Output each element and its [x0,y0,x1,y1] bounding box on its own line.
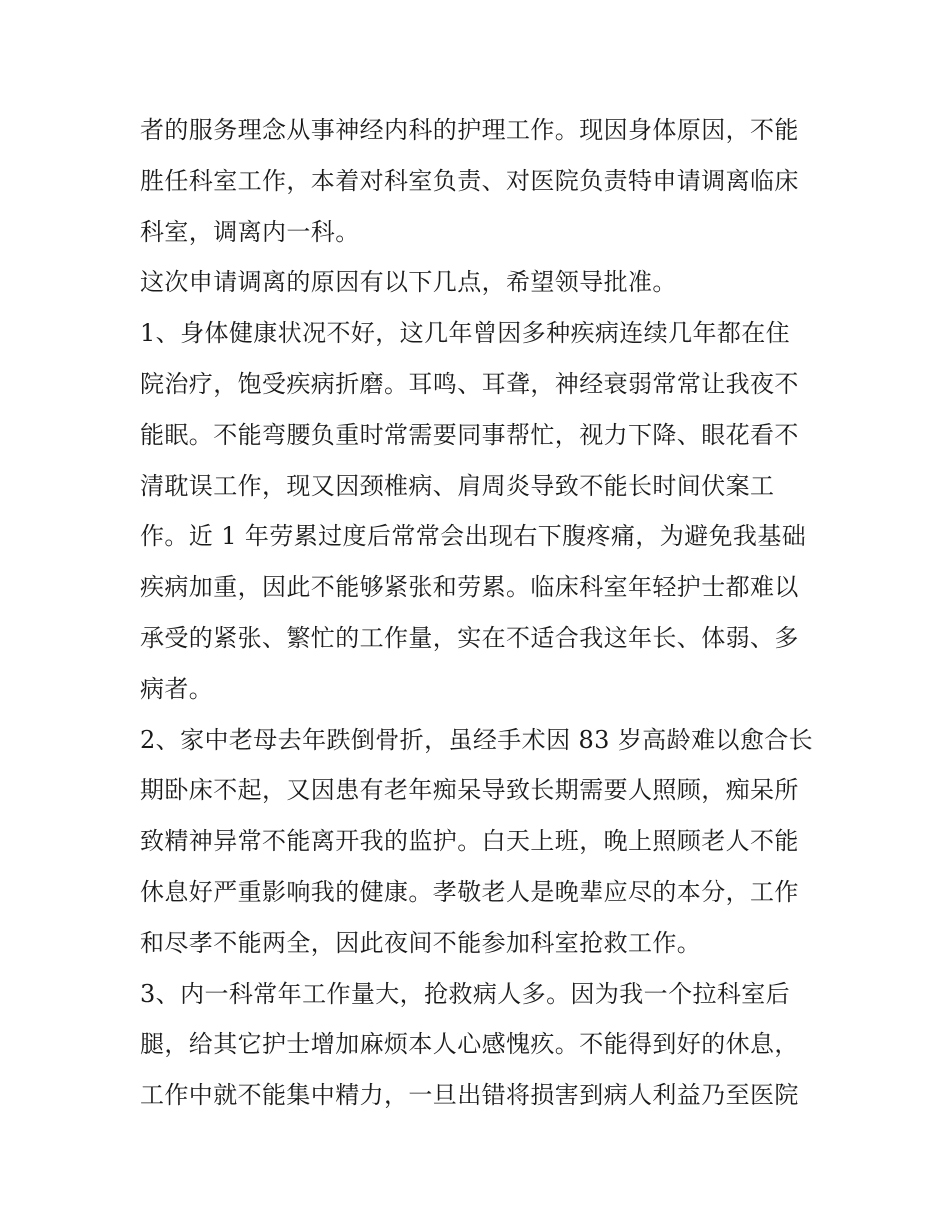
text-line: 致精神异常不能离开我的监护。白天上班，晚上照顾老人不能 [140,827,799,856]
text-line: 和尽孝不能两全，因此夜间不能参加科室抢救工作。 [140,928,702,957]
text-line: 休息好严重影响我的健康。孝敬老人是晚辈应尽的本分，工作 [140,877,799,906]
text-line: 疾病加重，因此不能够紧张和劳累。临床科室年轻护士都难以 [140,573,799,602]
text-line: 1、身体健康状况不好，这几年曾因多种疾病连续几年都在住 [140,319,791,348]
text-line: 2、家中老母去年跌倒骨折，虽经手术因 83 岁高龄难以愈合长 [140,725,814,754]
text-line: 院治疗，饱受疾病折磨。耳鸣、耳聋，神经衰弱常常让我夜不 [140,369,799,398]
document-body [140,105,815,1121]
text-line: 3、内一科常年工作量大，抢救病人多。因为我一个拉科室后 [140,979,791,1008]
text-line: 这次申请调离的原因有以下几点，希望领导批准。 [140,268,677,297]
text-line: 者的服务理念从事神经内科的护理工作。现因身体原因，不能 [140,116,799,144]
text-line: 期卧床不起，又因患有老年痴呆导致长期需要人照顾，痴呆所 [140,776,799,805]
text-line: 胜任科室工作，本着对科室负责、对医院负责特申请调离临床 [140,166,799,195]
text-line: 科室，调离内一科。 [140,217,360,246]
text-line: 清耽误工作，现又因颈椎病、肩周炎导致不能长时间伏案工 [140,471,775,500]
text-line: 工作中就不能集中精力，一旦出错将损害到病人利益乃至医院 [140,1081,799,1110]
text-line: 病者。 [140,674,214,703]
text-line: 腿，给其它护士增加麻烦本人心感愧疚。不能得到好的休息， [140,1030,799,1059]
text-line: 能眠。不能弯腰负重时常需要同事帮忙，视力下降、眼花看不 [140,420,799,449]
text-line: 承受的紧张、繁忙的工作量，实在不适合我这年长、体弱、多 [140,623,799,652]
text-line: 作。近 1 年劳累过度后常常会出现右下腹疼痛，为避免我基础 [140,522,807,551]
